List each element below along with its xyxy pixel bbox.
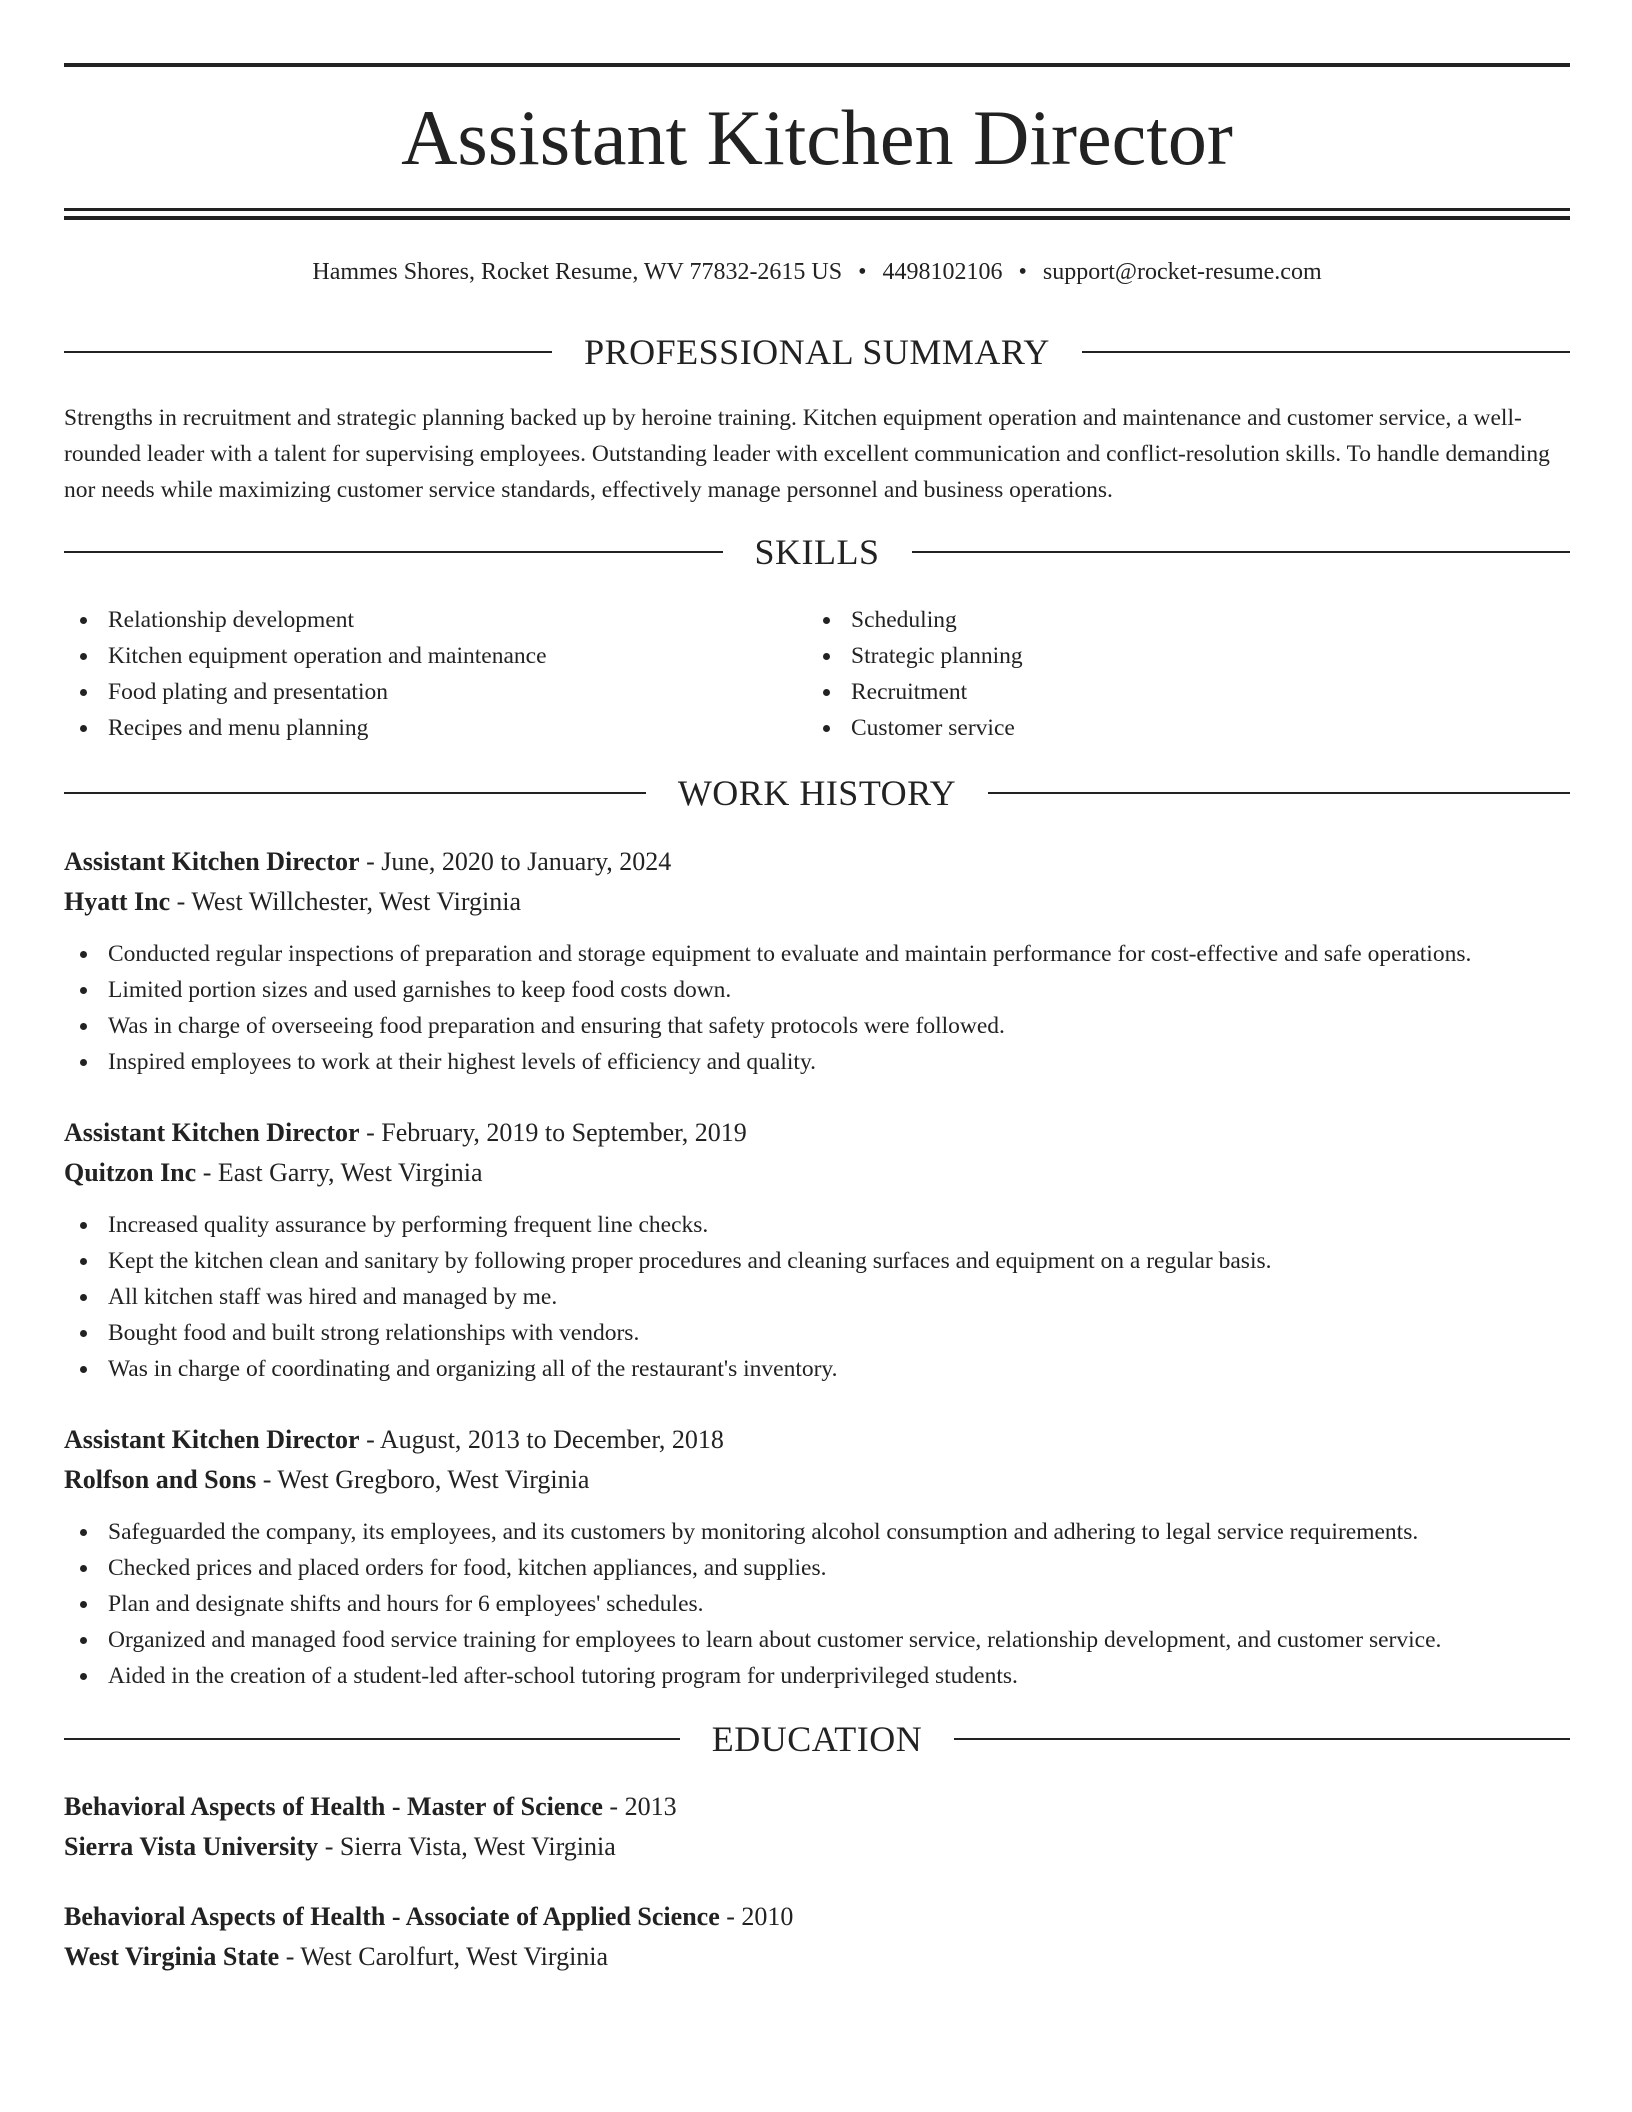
job-duty: Limited portion sizes and used garnishes to keep food costs down. [64,972,1570,1008]
header-double-rule-lower [64,216,1570,220]
contact-address: Hammes Shores, Rocket Resume, WV 77832-2615 US [312,259,843,285]
job-title-line [64,1113,1570,1153]
education-location: - Sierra Vista, West Virginia [318,1832,616,1861]
contact-separator: • [858,259,867,285]
section-title-summary: PROFESSIONAL SUMMARY [584,332,1050,372]
job-company: Hyatt Inc [64,887,171,916]
job-duties [64,1207,1570,1387]
job-dates: - February, 2019 to September, 2019 [359,1118,747,1147]
education-degree-line [64,1787,1570,1827]
education-year: - 2010 [719,1902,794,1931]
job-dates: - June, 2020 to January, 2024 [359,847,672,876]
section-rule-left [64,551,723,553]
job-company-line [64,1460,1570,1500]
education-school: West Virginia State [64,1942,280,1971]
section-rule-right [954,1738,1570,1740]
section-title-work: WORK HISTORY [677,773,957,813]
education-degree: Behavioral Aspects of Health - Master of Science [64,1792,603,1821]
header-double-rule-upper [64,208,1570,211]
job-duty: Was in charge of coordinating and organizing all of the restaurant's inventory. [64,1351,1570,1387]
education-year: - 2013 [602,1792,677,1821]
contact-line [64,255,1570,289]
section-header-work [64,771,1570,815]
job-duty: Increased quality assurance by performing frequent line checks. [64,1207,1570,1243]
section-rule-left [64,1738,680,1740]
job-duty: Organized and managed food service training for employees to learn about customer service, relationship development, and customer service. [64,1622,1570,1658]
education-school-line [64,1937,1570,1977]
section-header-education [64,1717,1570,1761]
job-duty: Bought food and built strong relationships with vendors. [64,1315,1570,1351]
resume-title: Assistant Kitchen Director [401,94,1233,181]
job-duty: Was in charge of overseeing food preparation and ensuring that safety protocols were followed. [64,1008,1570,1044]
job-duty: Aided in the creation of a student-led after-school tutoring program for underprivileged students. [64,1658,1570,1694]
summary-text: Strengths in recruitment and strategic planning backed up by heroine training. Kitchen equipment operation and maintenance and customer service, a well-rounded leader with a talent for supervising employees. Outstanding leader with excellent communication and conflict-resolution skills. To handle demanding nor needs while maximizing customer service standards, effectively manage personnel and business operations. [64,405,1550,503]
job-duty: Kept the kitchen clean and sanitary by following proper procedures and cleaning surfaces and equipment on a regular basis. [64,1243,1570,1279]
job-duty: Inspired employees to work at their highest levels of efficiency and quality. [64,1044,1570,1080]
section-title-education: EDUCATION [711,1719,923,1759]
skill-item: Customer service [807,710,1507,746]
contact-phone: 4498102106 [882,259,1003,285]
section-rule-right [912,551,1571,553]
section-header-summary [64,330,1570,374]
job-company: Rolfson and Sons [64,1465,257,1494]
job-title: Assistant Kitchen Director [64,1425,360,1454]
skill-item: Recipes and menu planning [64,710,764,746]
job-location: - East Garry, West Virginia [196,1158,483,1187]
job-title-line [64,1420,1570,1460]
job-title: Assistant Kitchen Director [64,847,360,876]
job-dates: - August, 2013 to December, 2018 [359,1425,724,1454]
job-company: Quitzon Inc [64,1158,197,1187]
skills-list-left [64,602,764,746]
section-title-skills: SKILLS [754,532,880,572]
education-school: Sierra Vista University [64,1832,319,1861]
job-title: Assistant Kitchen Director [64,1118,360,1147]
education-degree-line [64,1897,1570,1937]
job-title-line [64,842,1570,882]
skills-column-left [64,602,764,746]
section-header-skills [64,530,1570,574]
job-location: - West Gregboro, West Virginia [256,1465,590,1494]
contact-separator: • [1018,259,1027,285]
job-company-line [64,882,1570,922]
section-rule-right [988,792,1570,794]
job-duty: Safeguarded the company, its employees, and its customers by monitoring alcohol consumption and adhering to legal service requirements. [64,1514,1570,1550]
skills-list-right [807,602,1507,746]
job-location: - West Willchester, West Virginia [170,887,521,916]
header-top-rule [64,63,1570,67]
job-duty: Checked prices and placed orders for food, kitchen appliances, and supplies. [64,1550,1570,1586]
education-school-line [64,1827,1570,1867]
education-entry [64,1897,1570,1977]
section-rule-left [64,792,646,794]
job-duties [64,936,1570,1080]
job-duty: Plan and designate shifts and hours for 6 employees' schedules. [64,1586,1570,1622]
contact-email: support@rocket-resume.com [1042,259,1322,285]
skill-item: Recruitment [807,674,1507,710]
job-duties [64,1514,1570,1694]
section-rule-left [64,351,552,353]
job-duty: All kitchen staff was hired and managed by me. [64,1279,1570,1315]
skill-item: Kitchen equipment operation and maintenance [64,638,764,674]
job-duty: Conducted regular inspections of preparation and storage equipment to evaluate and maintain performance for cost-effective and safe operations. [64,936,1570,972]
skills-column-right [807,602,1507,746]
skill-item: Relationship development [64,602,764,638]
education-degree: Behavioral Aspects of Health - Associate of Applied Science [64,1902,720,1931]
section-rule-right [1082,351,1570,353]
education-entry [64,1787,1570,1867]
job-entry [64,842,1570,1080]
skill-item: Food plating and presentation [64,674,764,710]
education-location: - West Carolfurt, West Virginia [279,1942,609,1971]
job-entry [64,1420,1570,1694]
skill-item: Strategic planning [807,638,1507,674]
skill-item: Scheduling [807,602,1507,638]
job-company-line [64,1153,1570,1193]
job-entry [64,1113,1570,1387]
